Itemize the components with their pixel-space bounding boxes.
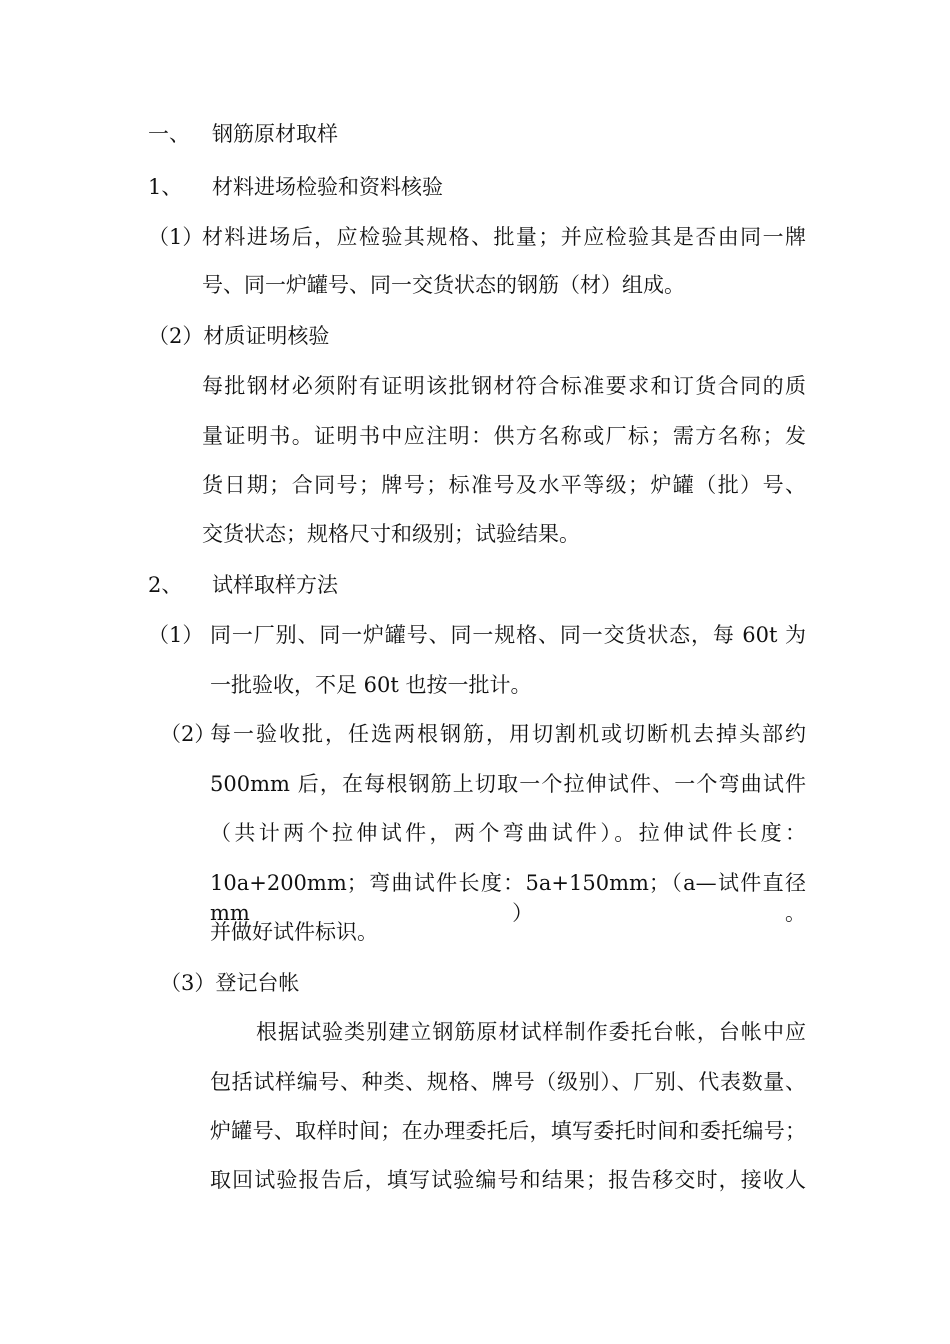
subsection-1-title: 材料进场检验和资料核验 bbox=[212, 175, 443, 199]
item-1-2-line-3: 货日期；合同号；牌号；标准号及水平等级；炉罐（批）号、 bbox=[202, 473, 806, 497]
item-2-3-line-2: 包括试样编号、种类、规格、牌号（级别）、厂别、代表数量、 bbox=[210, 1070, 806, 1094]
item-1-1-label: （1） bbox=[148, 225, 204, 249]
item-2-2-line-1: 每一验收批，任选两根钢筋，用切割机或切断机去掉头部约 bbox=[210, 722, 806, 746]
item-2-1-label: （1） bbox=[148, 623, 204, 647]
heading-1-number: 一、 bbox=[148, 122, 190, 146]
item-1-2-line-1: 每批钢材必须附有证明该批钢材符合标准要求和订货合同的质 bbox=[202, 374, 806, 398]
item-1-2-line-4: 交货状态；规格尺寸和级别；试验结果。 bbox=[202, 522, 580, 546]
item-2-1-line-2: 一批验收，不足 60t 也按一批计。 bbox=[210, 673, 532, 697]
item-2-3-line-1: 根据试验类别建立钢筋原材试样制作委托台帐，台帐中应 bbox=[256, 1020, 806, 1044]
item-1-2-line-2: 量证明书。证明书中应注明：供方名称或厂标；需方名称；发 bbox=[202, 424, 806, 448]
item-2-2-line-3: （共计两个拉伸试件，两个弯曲试件）。拉伸试件长度： bbox=[210, 821, 806, 845]
item-2-2-line-2: 500mm 后，在每根钢筋上切取一个拉伸试件、一个弯曲试件 bbox=[210, 772, 806, 796]
item-2-2-line-5: 并做好试件标识。 bbox=[210, 920, 378, 944]
item-1-2-heading: （2）材质证明核验 bbox=[148, 324, 330, 348]
item-2-1-line-1: 同一厂别、同一炉罐号、同一规格、同一交货状态，每 60t 为 bbox=[210, 623, 806, 647]
heading-1-title: 钢筋原材取样 bbox=[212, 122, 338, 146]
item-2-2-line-4: 10a+200mm；弯曲试件长度：5a+150mm；（a—试件直径 mm）。 bbox=[210, 871, 806, 925]
item-1-1-line-2: 号、同一炉罐号、同一交货状态的钢筋（材）组成。 bbox=[202, 273, 685, 297]
item-2-3-line-4: 取回试验报告后，填写试验编号和结果；报告移交时，接收人 bbox=[210, 1168, 806, 1192]
item-2-2-label: （2） bbox=[160, 722, 216, 746]
subsection-2-number: 2、 bbox=[148, 573, 183, 597]
subsection-2-title: 试样取样方法 bbox=[212, 573, 338, 597]
subsection-1-number: 1、 bbox=[148, 175, 183, 199]
item-2-3-heading: （3）登记台帐 bbox=[160, 971, 300, 995]
item-1-1-line-1: 材料进场后，应检验其规格、批量；并应检验其是否由同一牌 bbox=[202, 225, 806, 249]
item-2-3-line-3: 炉罐号、取样时间；在办理委托后，填写委托时间和委托编号； bbox=[210, 1119, 806, 1143]
